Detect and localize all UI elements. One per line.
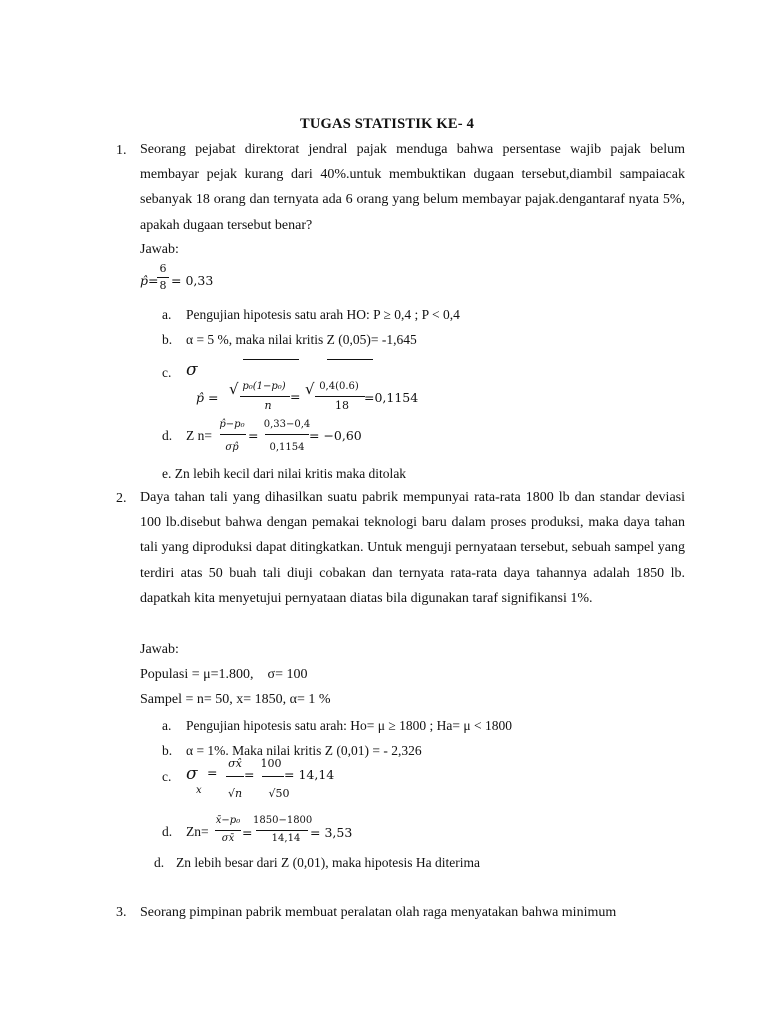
q2-c-equals-1: = — [207, 765, 218, 780]
question-2-number: 2. — [116, 491, 127, 506]
q1-c-numerator-1: p₀(1−p₀) — [242, 381, 286, 392]
question-1-number: 1. — [116, 143, 127, 158]
q2-c-numerator-1: σx̂ — [228, 757, 242, 770]
q1-item-a-label: a. — [162, 307, 172, 322]
document-title: TUGAS STATISTIK KE- 4 — [300, 116, 475, 132]
q1-phat-lhs: p̂= — [140, 273, 159, 288]
q2-c-denominator-1: √n — [227, 787, 243, 800]
q2-c-denominator-2: √50 — [268, 787, 290, 800]
q2-c-rhs: = 14,14 — [284, 767, 335, 782]
q1-sqrt-2: √ — [305, 380, 315, 398]
q2-d-equals: = — [242, 825, 253, 840]
q1-d-numerator-2: 0,33−0,4 — [263, 419, 311, 430]
question-3-number: 3. — [116, 905, 127, 920]
q1-c-rhs: =0,1154 — [364, 390, 419, 405]
question-2-text: Daya tahan tali yang dihasilkan suatu pabrik mempunyai rata-rata 1800 lb dan standar deviasi 100 lb.disebut bahwa dengan pemakai teknologi baru dalam proses produksi, maka daya tahan tali yang diproduksi dapat ditingkatkan. Untuk menguji pernyataan tersebut, sebuah sampel yang terdiri atas 50 buah tali diuji cobakan dan ternyata rata-rata daya tahannya adalah 1850 lb. dapatkah kita menyetujui pernyataan diatas bila digunakan taraf signifikansi 1%. — [140, 490, 685, 606]
q1-sqrt-1: √ — [229, 380, 239, 398]
q1-c-fraction-line-1 — [240, 396, 290, 397]
q2-sampel: Sampel = n= 50, x= 1850, α= 1 % — [140, 692, 331, 707]
q2-c-fraction-line-2 — [262, 776, 284, 777]
q1-item-b-label: b. — [162, 332, 173, 347]
q1-d-rhs: = −0,60 — [309, 428, 362, 443]
q1-d-denominator-2: 0,1154 — [269, 442, 305, 453]
q1-c-denominator-1: n — [264, 399, 272, 412]
q2-populasi: Populasi = μ=1.800, σ= 100 — [140, 667, 308, 682]
q2-item-b-text: α = 1%. Maka nilai kritis Z (0,01) = - 2,326 — [186, 743, 422, 758]
q2-c-fraction-line-1 — [226, 776, 244, 777]
q2-d-denominator-1: σx̄ — [221, 833, 235, 844]
q1-phat-numerator: 6 — [159, 262, 167, 275]
q1-c-fraction-line-2 — [315, 396, 365, 397]
q1-item-a-text: Pengujian hipotesis satu arah HO: P ≥ 0,4 ; P < 0,4 — [186, 307, 460, 322]
q1-d-numerator-1: p̂−p₀ — [219, 419, 245, 430]
q2-item-b-label: b. — [162, 743, 173, 758]
q1-jawab-label: Jawab: — [140, 242, 179, 257]
q2-d-fraction-line-2 — [256, 830, 308, 831]
q2-item-d2-text: Zn lebih besar dari Z (0,01), maka hipotesis Ha diterima — [176, 855, 481, 870]
q2-d-numerator-2: 1850−1800 — [253, 815, 313, 826]
q1-item-c-label: c. — [162, 365, 172, 380]
q2-d-fraction-line-1 — [215, 830, 241, 831]
q1-item-d-label: d. — [162, 428, 173, 443]
q2-c-equals-2: = — [244, 767, 255, 782]
q1-d-lhs: Z n= — [186, 428, 212, 443]
q1-item-e-text: e. Zn lebih kecil dari nilai kritis maka ditolak — [162, 466, 407, 481]
q1-d-equals: = — [248, 428, 259, 443]
q2-jawab-label: Jawab: — [140, 642, 179, 657]
q2-sigma-subscript: x — [196, 785, 202, 796]
q2-item-d2-label: d. — [154, 855, 165, 870]
q1-overline-1 — [243, 359, 299, 360]
q1-d-fraction-line-2 — [265, 434, 309, 435]
question-1-text: Seorang pejabat direktorat jendral pajak menduga bahwa persentase wajib pajak belum membayar pejak kurang dari 40%.untuk membuktikan dugaan tersebut,diambil sampaiacak sebanyak 18 orang dan ternyata ada 6 orang yang belum membayar pajak.dengantaraf nyata 5%, apakah dugaan tersebut benar? — [140, 142, 685, 233]
q1-d-fraction-line-1 — [220, 434, 246, 435]
q1-item-b-text: α = 5 %, maka nilai kritis Z (0,05)= -1,645 — [186, 332, 417, 347]
q1-phat-denominator: 8 — [159, 279, 167, 292]
q2-sigma-symbol: σ — [186, 764, 198, 784]
q2-item-c-label: c. — [162, 769, 172, 784]
q2-d-lhs: Zn= — [186, 824, 209, 839]
question-3-text: Seorang pimpinan pabrik membuat peralatan olah raga menyatakan bahwa minimum — [140, 905, 617, 920]
q1-c-equals: = — [290, 389, 301, 404]
q1-c-numerator-2: 0,4(0.6) — [319, 381, 359, 392]
q2-d-numerator-1: x̄−p₀ — [215, 815, 241, 826]
q2-d-denominator-2: 14,14 — [271, 833, 301, 844]
q1-phat-rhs: = 0,33 — [171, 273, 214, 288]
q1-phat-fraction-line — [157, 277, 169, 278]
q1-overline-2 — [327, 359, 373, 360]
q1-sigma-symbol: σ — [186, 360, 198, 380]
q1-d-denominator-1: σp̂ — [225, 442, 239, 453]
q2-item-d-label: d. — [162, 824, 173, 839]
q1-c-denominator-2: 18 — [335, 399, 349, 412]
q2-item-a-text: Pengujian hipotesis satu arah: Ho= μ ≥ 1800 ; Ha= μ < 1800 — [186, 718, 512, 733]
q2-c-numerator-2: 100 — [260, 757, 282, 770]
q1-c-lhs: p̂ = — [196, 390, 219, 405]
q2-item-a-label: a. — [162, 718, 172, 733]
q2-d-rhs: = 3,53 — [310, 825, 353, 840]
